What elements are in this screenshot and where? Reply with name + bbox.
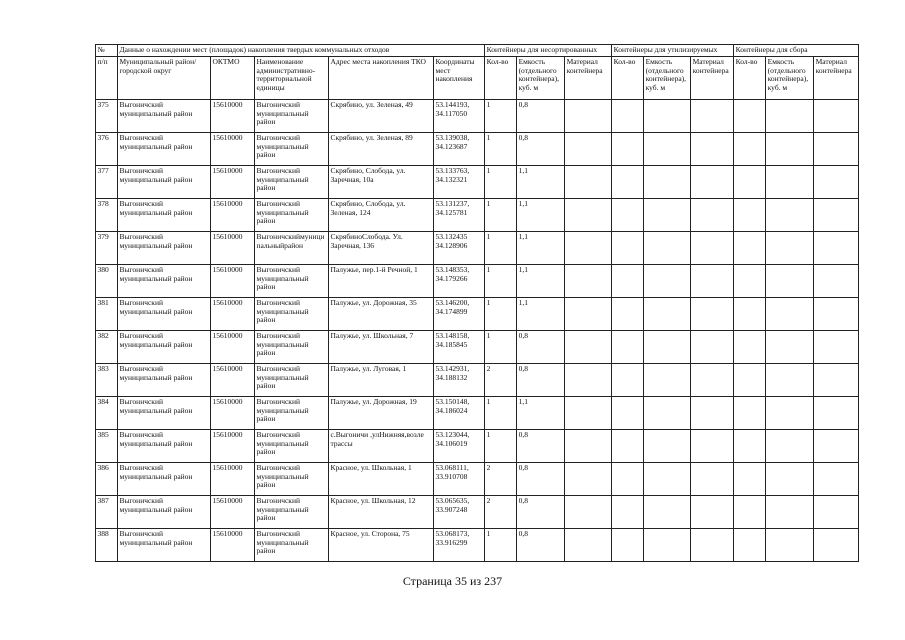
empty-cell (612, 298, 644, 331)
coords-cell: 53.068173, 33.916299 (434, 529, 485, 562)
address-cell: Палужье, пер.1-й Речной, 1 (329, 265, 434, 298)
empty-cell (644, 133, 691, 166)
empty-cell (644, 364, 691, 397)
unsorted-volume-cell: 1,1 (517, 232, 565, 265)
oktmo-cell: 15610000 (211, 265, 255, 298)
district-cell: Выгоничский муниципальный район (118, 166, 211, 199)
unsorted-volume-cell: 1,1 (517, 397, 565, 430)
row-number: 384 (96, 397, 118, 430)
table-row (96, 166, 859, 199)
empty-cell (814, 364, 859, 397)
empty-cell (691, 199, 734, 232)
row-number: 387 (96, 496, 118, 529)
empty-cell (766, 265, 814, 298)
address-cell: Палужье, ул. Дорожная, 35 (329, 298, 434, 331)
district-cell: Выгоничский муниципальный район (118, 364, 211, 397)
unsorted-volume-cell: 1,1 (517, 199, 565, 232)
empty-cell (691, 133, 734, 166)
empty-cell (766, 331, 814, 364)
empty-cell (734, 331, 766, 364)
empty-cell (644, 430, 691, 463)
unit-cell: Выгоничский муниципальный район (255, 265, 329, 298)
unsorted-volume-cell: 0,8 (517, 463, 565, 496)
unsorted-count-cell: 1 (485, 529, 517, 562)
coords-cell: 53.068111, 33.910708 (434, 463, 485, 496)
empty-cell (691, 298, 734, 331)
empty-cell (612, 364, 644, 397)
address-cell: с.Выгоничи ,улНижняя,возле трассы (329, 430, 434, 463)
table-row (96, 463, 859, 496)
coords-cell: 53.133763, 34.132321 (434, 166, 485, 199)
unsorted-count-cell: 2 (485, 496, 517, 529)
header-address: Адрес места накопления ТКО (329, 57, 434, 100)
header-unsorted-material: Материал контейнера (565, 57, 612, 100)
empty-cell (766, 100, 814, 133)
empty-cell (814, 529, 859, 562)
empty-cell (814, 265, 859, 298)
unit-cell: Выгоничскиймуниципальныйрайон (255, 232, 329, 265)
header-oktmo: ОКТМО (211, 57, 255, 100)
row-number: 378 (96, 199, 118, 232)
table-row (96, 199, 859, 232)
row-number: 388 (96, 529, 118, 562)
empty-cell (691, 529, 734, 562)
oktmo-cell: 15610000 (211, 199, 255, 232)
unsorted-count-cell: 1 (485, 265, 517, 298)
header-row-columns (96, 57, 859, 100)
header-unit: Наименование административно-территориальной единицы (255, 57, 329, 100)
address-cell: Скрябино, ул. Зеленая, 89 (329, 133, 434, 166)
district-cell: Выгоничский муниципальный район (118, 331, 211, 364)
unsorted-volume-cell: 1,1 (517, 265, 565, 298)
empty-cell (691, 397, 734, 430)
district-cell: Выгоничский муниципальный район (118, 232, 211, 265)
empty-cell (612, 100, 644, 133)
table-row (96, 265, 859, 298)
unit-cell: Выгоничский муниципальный район (255, 496, 329, 529)
unit-cell: Выгоничский муниципальный район (255, 166, 329, 199)
empty-cell (734, 265, 766, 298)
waste-sites-table (95, 44, 859, 562)
address-cell: Палужье, ул. Школьная, 7 (329, 331, 434, 364)
row-number: 382 (96, 331, 118, 364)
empty-cell (766, 199, 814, 232)
empty-cell (734, 397, 766, 430)
empty-cell (766, 463, 814, 496)
oktmo-cell: 15610000 (211, 298, 255, 331)
empty-cell (814, 331, 859, 364)
coords-cell: 53.142931, 34.188132 (434, 364, 485, 397)
empty-cell (766, 529, 814, 562)
empty-cell (644, 100, 691, 133)
empty-cell (612, 232, 644, 265)
coords-cell: 53.146200, 34.174899 (434, 298, 485, 331)
coords-cell: 53.139038, 34.123687 (434, 133, 485, 166)
empty-cell (734, 298, 766, 331)
address-cell: Красное, ул. Школьная, 1 (329, 463, 434, 496)
unsorted-count-cell: 1 (485, 331, 517, 364)
empty-cell (766, 430, 814, 463)
empty-cell (644, 529, 691, 562)
unit-cell: Выгоничский муниципальный район (255, 100, 329, 133)
empty-cell (691, 166, 734, 199)
coords-cell: 53.131237, 34.125781 (434, 199, 485, 232)
table-row (96, 133, 859, 166)
unsorted-volume-cell: 0,8 (517, 430, 565, 463)
empty-cell (644, 166, 691, 199)
empty-cell (565, 529, 612, 562)
empty-cell (644, 232, 691, 265)
unsorted-count-cell: 1 (485, 430, 517, 463)
empty-cell (644, 298, 691, 331)
empty-cell (644, 199, 691, 232)
empty-cell (691, 463, 734, 496)
unit-cell: Выгоничский муниципальный район (255, 298, 329, 331)
empty-cell (565, 133, 612, 166)
coords-cell: 53.144193, 34.117050 (434, 100, 485, 133)
oktmo-cell: 15610000 (211, 529, 255, 562)
unsorted-volume-cell: 0,8 (517, 331, 565, 364)
empty-cell (766, 496, 814, 529)
unsorted-count-cell: 1 (485, 133, 517, 166)
row-number: 380 (96, 265, 118, 298)
row-number: 377 (96, 166, 118, 199)
address-cell: Скрябино, Слобода, ул. Заречная, 10а (329, 166, 434, 199)
empty-cell (766, 298, 814, 331)
empty-cell (612, 430, 644, 463)
oktmo-cell: 15610000 (211, 463, 255, 496)
table-row (96, 100, 859, 133)
unit-cell: Выгоничский муниципальный район (255, 529, 329, 562)
registry-table-container (95, 44, 858, 562)
empty-cell (814, 397, 859, 430)
empty-cell (644, 496, 691, 529)
empty-cell (734, 100, 766, 133)
table-row (96, 529, 859, 562)
empty-cell (814, 199, 859, 232)
oktmo-cell: 15610000 (211, 364, 255, 397)
empty-cell (814, 430, 859, 463)
table-row (96, 331, 859, 364)
empty-cell (691, 232, 734, 265)
address-cell: Скрябино, Слобода, ул. Зеленая, 124 (329, 199, 434, 232)
table-row (96, 397, 859, 430)
empty-cell (734, 463, 766, 496)
header-utilized-volume: Емкость (отдельного контейнера), куб. м (644, 57, 691, 100)
district-cell: Выгоничский муниципальный район (118, 265, 211, 298)
oktmo-cell: 15610000 (211, 166, 255, 199)
empty-cell (814, 298, 859, 331)
empty-cell (734, 232, 766, 265)
header-unsorted-count: Кол-во (485, 57, 517, 100)
header-district: Муниципальный район/городской округ (118, 57, 211, 100)
header-utilized-material: Материал контейнера (691, 57, 734, 100)
empty-cell (766, 397, 814, 430)
empty-cell (734, 364, 766, 397)
empty-cell (734, 430, 766, 463)
empty-cell (644, 265, 691, 298)
empty-cell (644, 331, 691, 364)
address-cell: Красное, ул. Школьная, 12 (329, 496, 434, 529)
district-cell: Выгоничский муниципальный район (118, 496, 211, 529)
header-collect-count: Кол-во (734, 57, 766, 100)
empty-cell (814, 100, 859, 133)
oktmo-cell: 15610000 (211, 331, 255, 364)
unit-cell: Выгоничский муниципальный район (255, 463, 329, 496)
empty-cell (612, 496, 644, 529)
coords-cell: 53.148353, 34.179266 (434, 265, 485, 298)
empty-cell (691, 100, 734, 133)
header-coords: Координаты мест накопления (434, 57, 485, 100)
header-group-location: Данные о нахождении мест (площадок) накопления твердых коммунальных отходов (118, 45, 485, 57)
empty-cell (691, 265, 734, 298)
empty-cell (814, 496, 859, 529)
coords-cell: 53.123044, 34.106019 (434, 430, 485, 463)
unit-cell: Выгоничский муниципальный район (255, 199, 329, 232)
oktmo-cell: 15610000 (211, 232, 255, 265)
empty-cell (565, 331, 612, 364)
district-cell: Выгоничский муниципальный район (118, 430, 211, 463)
empty-cell (766, 166, 814, 199)
empty-cell (565, 232, 612, 265)
empty-cell (644, 463, 691, 496)
table-row (96, 430, 859, 463)
empty-cell (814, 133, 859, 166)
unsorted-volume-cell: 0,8 (517, 364, 565, 397)
empty-cell (565, 166, 612, 199)
oktmo-cell: 15610000 (211, 430, 255, 463)
district-cell: Выгоничский муниципальный район (118, 529, 211, 562)
unsorted-count-cell: 1 (485, 298, 517, 331)
district-cell: Выгоничский муниципальный район (118, 298, 211, 331)
unit-cell: Выгоничский муниципальный район (255, 397, 329, 430)
address-cell: Палужье, ул. Луговая, 1 (329, 364, 434, 397)
page-number: Страница 35 из 237 (402, 574, 503, 588)
unsorted-count-cell: 2 (485, 463, 517, 496)
empty-cell (565, 430, 612, 463)
header-group-collect: Контейнеры для сбора (734, 45, 859, 57)
empty-cell (691, 430, 734, 463)
oktmo-cell: 15610000 (211, 397, 255, 430)
district-cell: Выгоничский муниципальный район (118, 397, 211, 430)
header-group-unsorted: Контейнеры для несортированных (485, 45, 612, 57)
oktmo-cell: 15610000 (211, 133, 255, 166)
unsorted-volume-cell: 0,8 (517, 529, 565, 562)
unsorted-volume-cell: 0,8 (517, 496, 565, 529)
row-number: 379 (96, 232, 118, 265)
table-row (96, 232, 859, 265)
empty-cell (734, 199, 766, 232)
oktmo-cell: 15610000 (211, 100, 255, 133)
header-unsorted-volume: Емкость (отдельного контейнера), куб. м (517, 57, 565, 100)
district-cell: Выгоничский муниципальный район (118, 199, 211, 232)
unsorted-volume-cell: 0,8 (517, 100, 565, 133)
address-cell: СкрябиноСлобода. Ул. Заречная, 136 (329, 232, 434, 265)
row-number: 376 (96, 133, 118, 166)
row-number: 383 (96, 364, 118, 397)
header-group-utilized: Контейнеры для утилизируемых (612, 45, 734, 57)
header-pp: п/п (96, 57, 118, 100)
table-row (96, 364, 859, 397)
district-cell: Выгоничский муниципальный район (118, 100, 211, 133)
empty-cell (612, 133, 644, 166)
empty-cell (612, 265, 644, 298)
unsorted-count-cell: 1 (485, 199, 517, 232)
empty-cell (565, 496, 612, 529)
coords-cell: 53.148158, 34.185845 (434, 331, 485, 364)
address-cell: Палужье, ул. Дорожная, 19 (329, 397, 434, 430)
empty-cell (565, 463, 612, 496)
empty-cell (814, 463, 859, 496)
unsorted-volume-cell: 0,8 (517, 133, 565, 166)
row-number: 385 (96, 430, 118, 463)
address-cell: Скрябино, ул. Зеленая, 49 (329, 100, 434, 133)
header-collect-volume: Емкость (отдельного контейнера), куб. м (766, 57, 814, 100)
table-row (96, 298, 859, 331)
empty-cell (734, 166, 766, 199)
header-collect-material: Материал контейнера (814, 57, 859, 100)
empty-cell (612, 331, 644, 364)
empty-cell (814, 232, 859, 265)
empty-cell (734, 529, 766, 562)
row-number: 375 (96, 100, 118, 133)
empty-cell (766, 364, 814, 397)
unsorted-count-cell: 1 (485, 397, 517, 430)
empty-cell (691, 331, 734, 364)
row-number: 381 (96, 298, 118, 331)
address-cell: Красное, ул. Сторона, 75 (329, 529, 434, 562)
empty-cell (691, 496, 734, 529)
unit-cell: Выгоничский муниципальный район (255, 133, 329, 166)
empty-cell (612, 463, 644, 496)
coords-cell: 53.132435 34.128906 (434, 232, 485, 265)
unsorted-count-cell: 1 (485, 166, 517, 199)
empty-cell (612, 199, 644, 232)
district-cell: Выгоничский муниципальный район (118, 463, 211, 496)
unsorted-count-cell: 1 (485, 100, 517, 133)
empty-cell (565, 397, 612, 430)
row-number: 386 (96, 463, 118, 496)
empty-cell (565, 265, 612, 298)
table-row (96, 496, 859, 529)
empty-cell (644, 397, 691, 430)
empty-cell (734, 496, 766, 529)
header-number: № (96, 45, 118, 57)
coords-cell: 53.150148, 34.186024 (434, 397, 485, 430)
empty-cell (691, 364, 734, 397)
empty-cell (766, 133, 814, 166)
unsorted-volume-cell: 1,1 (517, 166, 565, 199)
unsorted-volume-cell: 1,1 (517, 298, 565, 331)
empty-cell (766, 232, 814, 265)
unsorted-count-cell: 1 (485, 232, 517, 265)
empty-cell (814, 166, 859, 199)
empty-cell (565, 199, 612, 232)
district-cell: Выгоничский муниципальный район (118, 133, 211, 166)
empty-cell (565, 298, 612, 331)
empty-cell (612, 397, 644, 430)
empty-cell (734, 133, 766, 166)
unit-cell: Выгоничский муниципальный район (255, 331, 329, 364)
empty-cell (612, 166, 644, 199)
unsorted-count-cell: 2 (485, 364, 517, 397)
unit-cell: Выгоничский муниципальный район (255, 364, 329, 397)
empty-cell (565, 364, 612, 397)
oktmo-cell: 15610000 (211, 496, 255, 529)
header-row-groups (96, 45, 859, 57)
coords-cell: 53.065635, 33.907248 (434, 496, 485, 529)
empty-cell (612, 529, 644, 562)
header-utilized-count: Кол-во (612, 57, 644, 100)
empty-cell (565, 100, 612, 133)
unit-cell: Выгоничский муниципальный район (255, 430, 329, 463)
